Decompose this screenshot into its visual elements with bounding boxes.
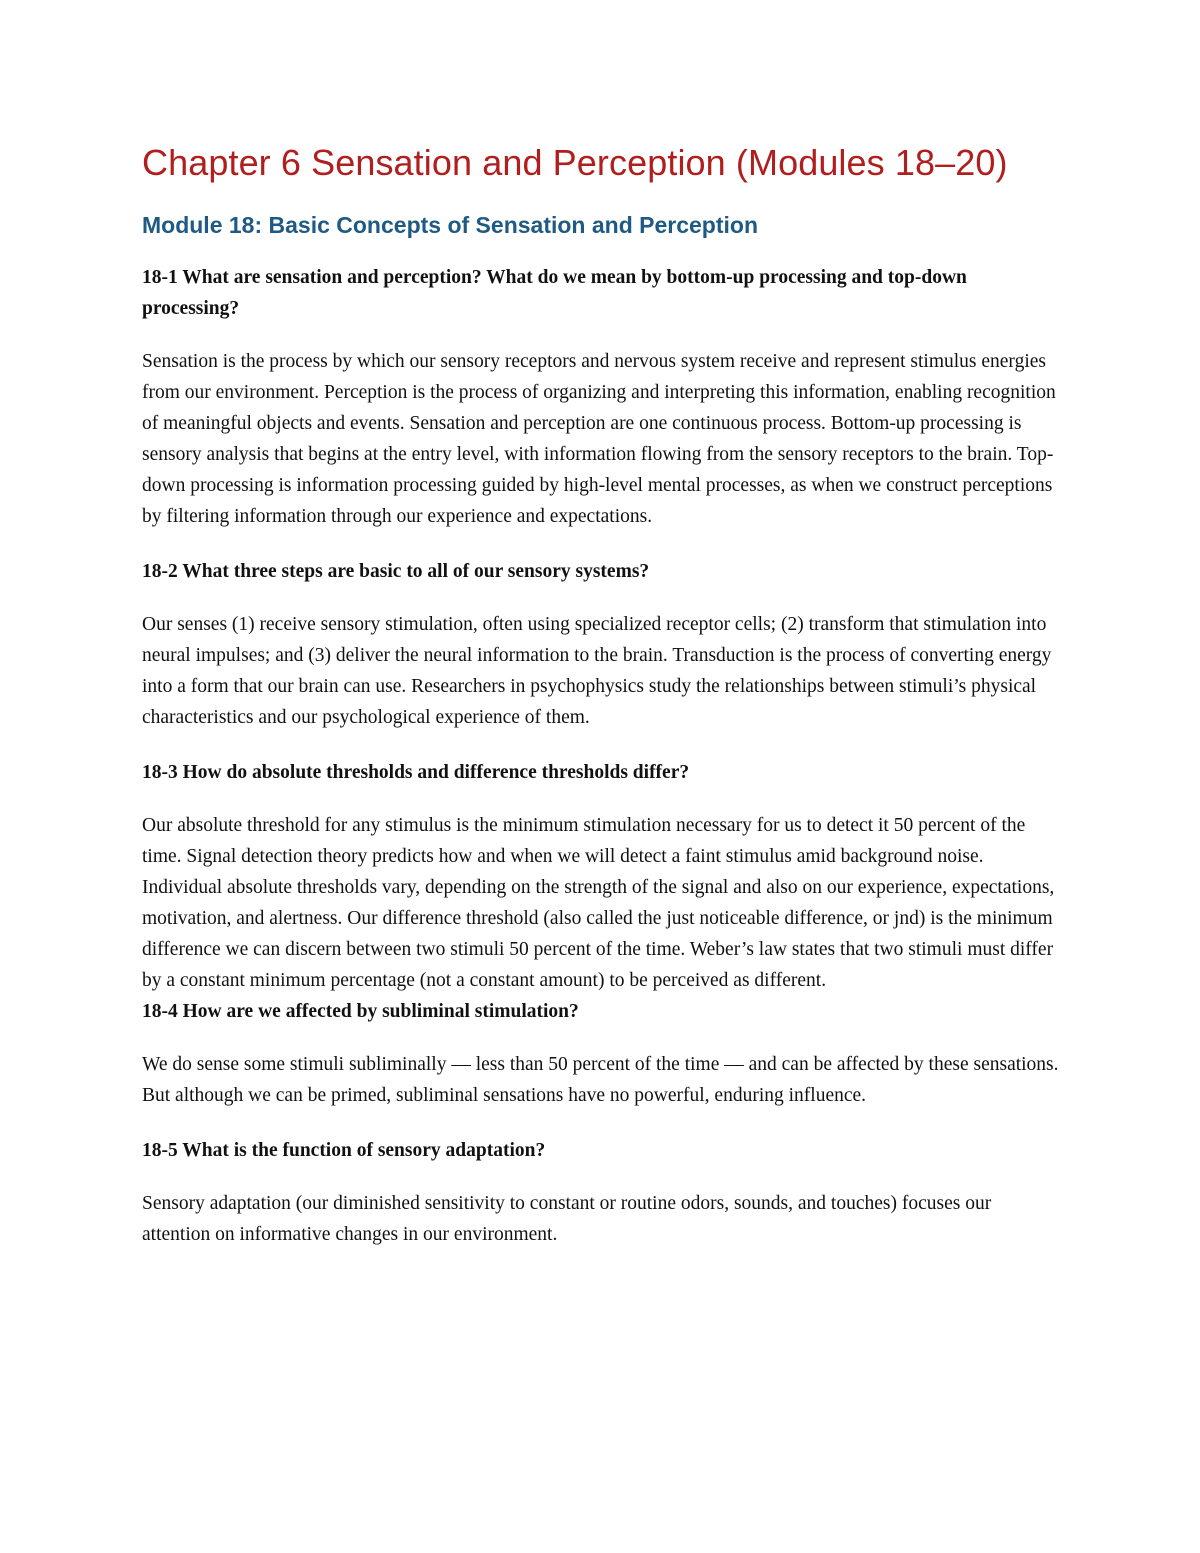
question-18-4: 18-4 How are we affected by subliminal stimulation? [142,1001,579,1022]
answer-18-2: Our senses (1) receive sensory stimulation, often using specialized receptor cells; (2) transform that stimulation into neural impulses; and (3) deliver the neural information to the brain. Transduction is the process of converting energy into a form that our brain can use. Researchers in psychophysics study the relationships between stimuli’s physical characteristics and our psychological experience of them. [142,614,1052,728]
answer-18-4: We do sense some stimuli subliminally — less than 50 percent of the time — and can be affected by these sensations. But although we can be primed, subliminal sensations have no powerful, enduring influence. [142,1054,1059,1106]
chapter-title: Chapter 6 Sensation and Perception (Modules 18–20) [142,142,1008,183]
answer-18-5: Sensory adaptation (our diminished sensitivity to constant or routine odors, sounds, and touches) focuses our attention on informative changes in our environment. [142,1193,992,1245]
module-title: Module 18: Basic Concepts of Sensation and Perception [142,212,759,238]
question-18-3: 18-3 How do absolute thresholds and difference thresholds differ? [142,762,690,783]
answer-18-1: Sensation is the process by which our sensory receptors and nervous system receive and represent stimulus energies from our environment. Perception is the process of organizing and interpreting this information, enabling recognition of meaningful objects and events. Sensation and perception are one continuous process. Bottom-up processing is sensory analysis that begins at the entry level, with information flowing from the sensory receptors to the brain. Top-down processing is information processing guided by high-level mental processes, as when we construct perceptions by filtering information through our experience and expectations. [142,351,1056,527]
question-18-1: 18-1 What are sensation and perception? What do we mean by bottom-up processing and top-down processing? [142,267,967,319]
question-18-5: 18-5 What is the function of sensory adaptation? [142,1140,546,1161]
question-18-2: 18-2 What three steps are basic to all of our sensory systems? [142,561,650,582]
document-page [142,138,1062,1274]
answer-18-3: Our absolute threshold for any stimulus is the minimum stimulation necessary for us to detect it 50 percent of the time. Signal detection theory predicts how and when we will detect a faint stimulus amid background noise. Individual absolute thresholds vary, depending on the strength of the signal and also on our experience, expectations, motivation, and alertness. Our difference threshold (also called the just noticeable difference, or jnd) is the minimum difference we can discern between two stimuli 50 percent of the time. Weber’s law states that two stimuli must differ by a constant minimum percentage (not a constant amount) to be perceived as different. [142,815,1055,991]
